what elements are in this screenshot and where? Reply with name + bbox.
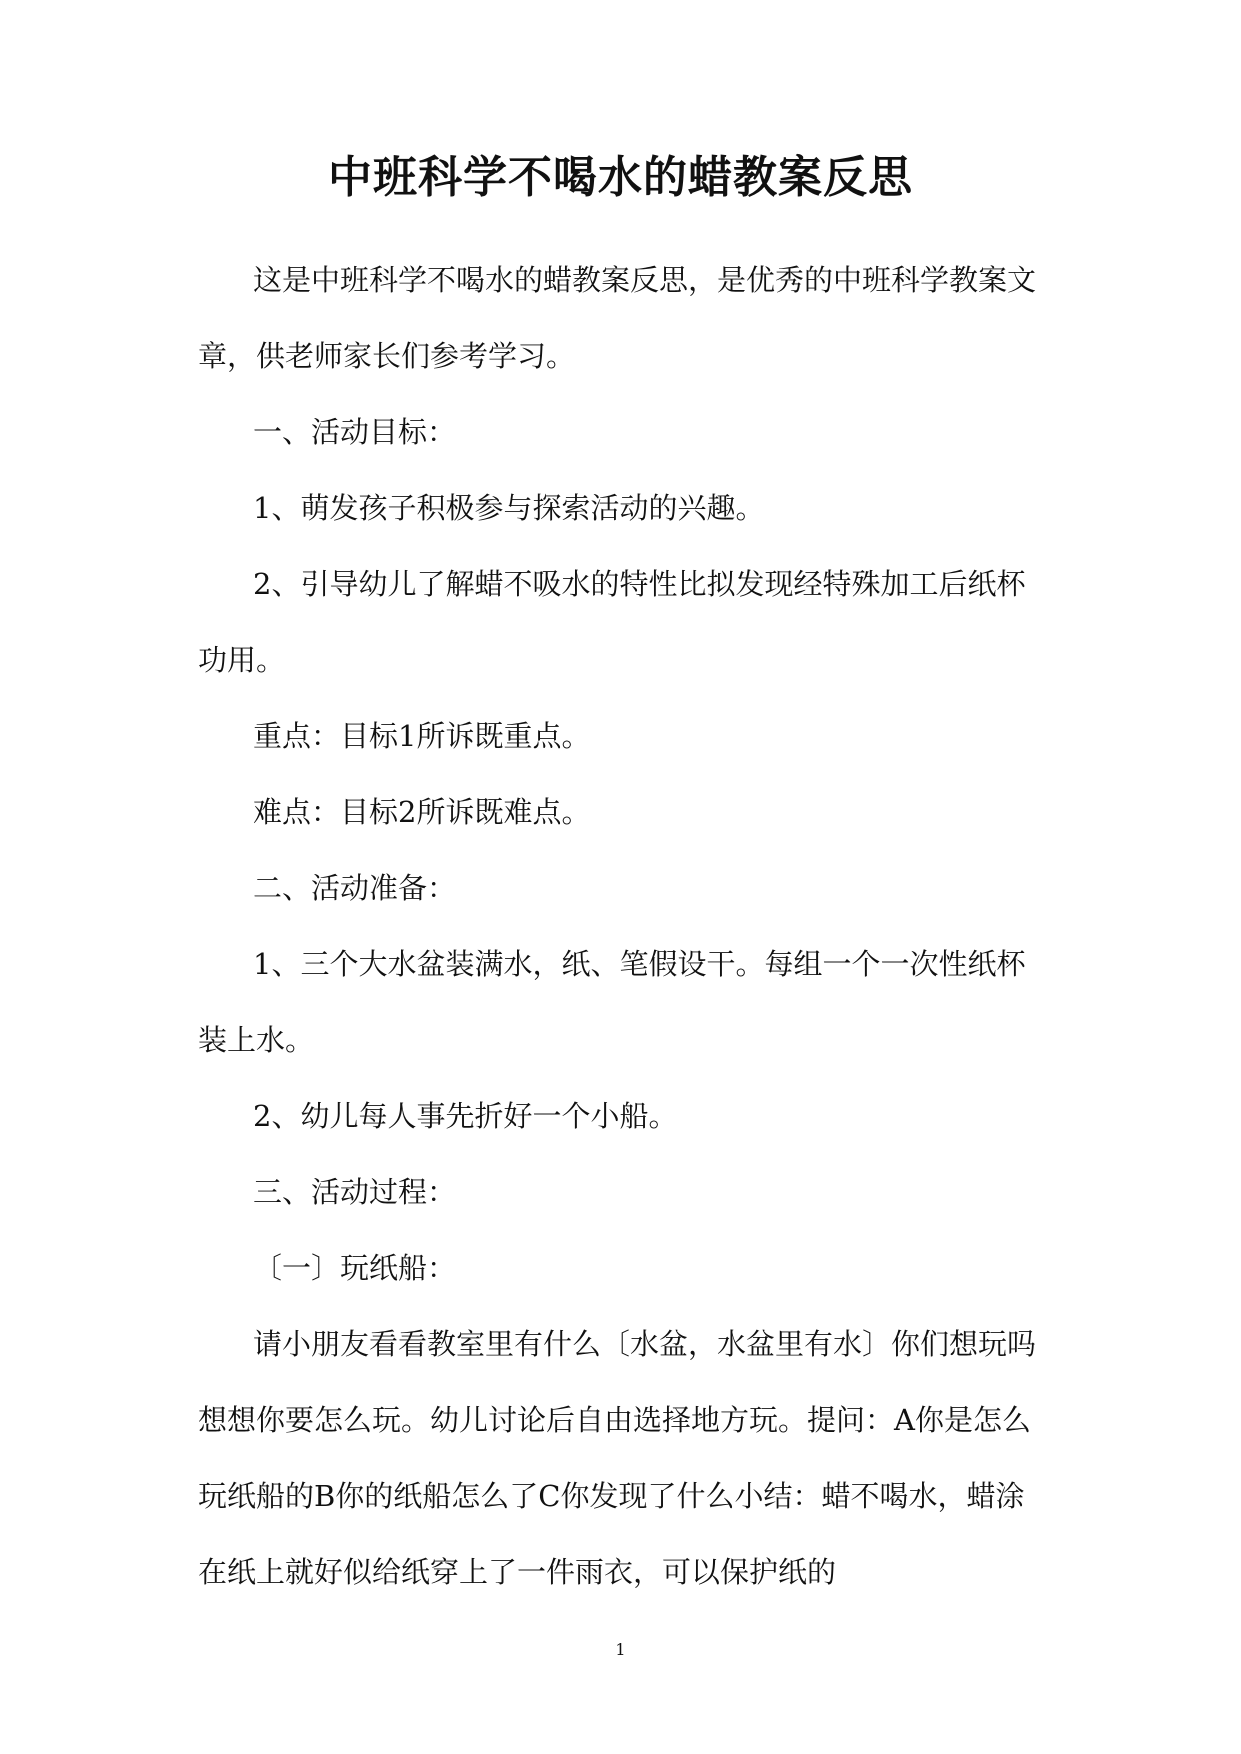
paragraph-line: 在纸上就好似给纸穿上了一件雨衣，可以保护纸的: [198, 1555, 837, 1589]
paragraph-line: 功用。: [198, 643, 286, 677]
section-heading: 一、活动目标：: [253, 415, 457, 449]
section-heading: 二、活动准备：: [253, 871, 457, 905]
paragraph-line: 重点：目标1所诉既重点。: [253, 719, 591, 753]
paragraph-line: 难点：目标2所诉既难点。: [253, 795, 591, 829]
paragraph-line: 2、幼儿每人事先折好一个小船。: [253, 1099, 678, 1133]
paragraph-line: 1、三个大水盆装满水，纸、笔假设干。每组一个一次性纸杯: [253, 947, 1026, 981]
paragraph-line: 装上水。: [198, 1023, 315, 1057]
paragraph-line: 这是中班科学不喝水的蜡教案反思，是优秀的中班科学教案文: [253, 263, 1037, 297]
paragraph-line: 请小朋友看看教室里有什么〔水盆，水盆里有水〕你们想玩吗: [253, 1327, 1037, 1361]
paragraph-line: 2、引导幼儿了解蜡不吸水的特性比拟发现经特殊加工后纸杯: [253, 567, 1026, 601]
paragraph-line: 想想你要怎么玩。幼儿讨论后自由选择地方玩。提问：A你是怎么: [198, 1403, 1031, 1437]
section-heading: 三、活动过程：: [253, 1175, 457, 1209]
page-number: 1: [615, 1640, 626, 1659]
paragraph-line: 1、萌发孩子积极参与探索活动的兴趣。: [253, 491, 765, 525]
subsection-heading: 〔一〕玩纸船：: [253, 1251, 457, 1285]
paragraph-line: 章，供老师家长们参考学习。: [198, 339, 576, 373]
document-title: 中班科学不喝水的蜡教案反思: [328, 152, 913, 203]
paragraph-line: 玩纸船的B你的纸船怎么了C你发现了什么小结：蜡不喝水，蜡涂: [198, 1479, 1025, 1513]
